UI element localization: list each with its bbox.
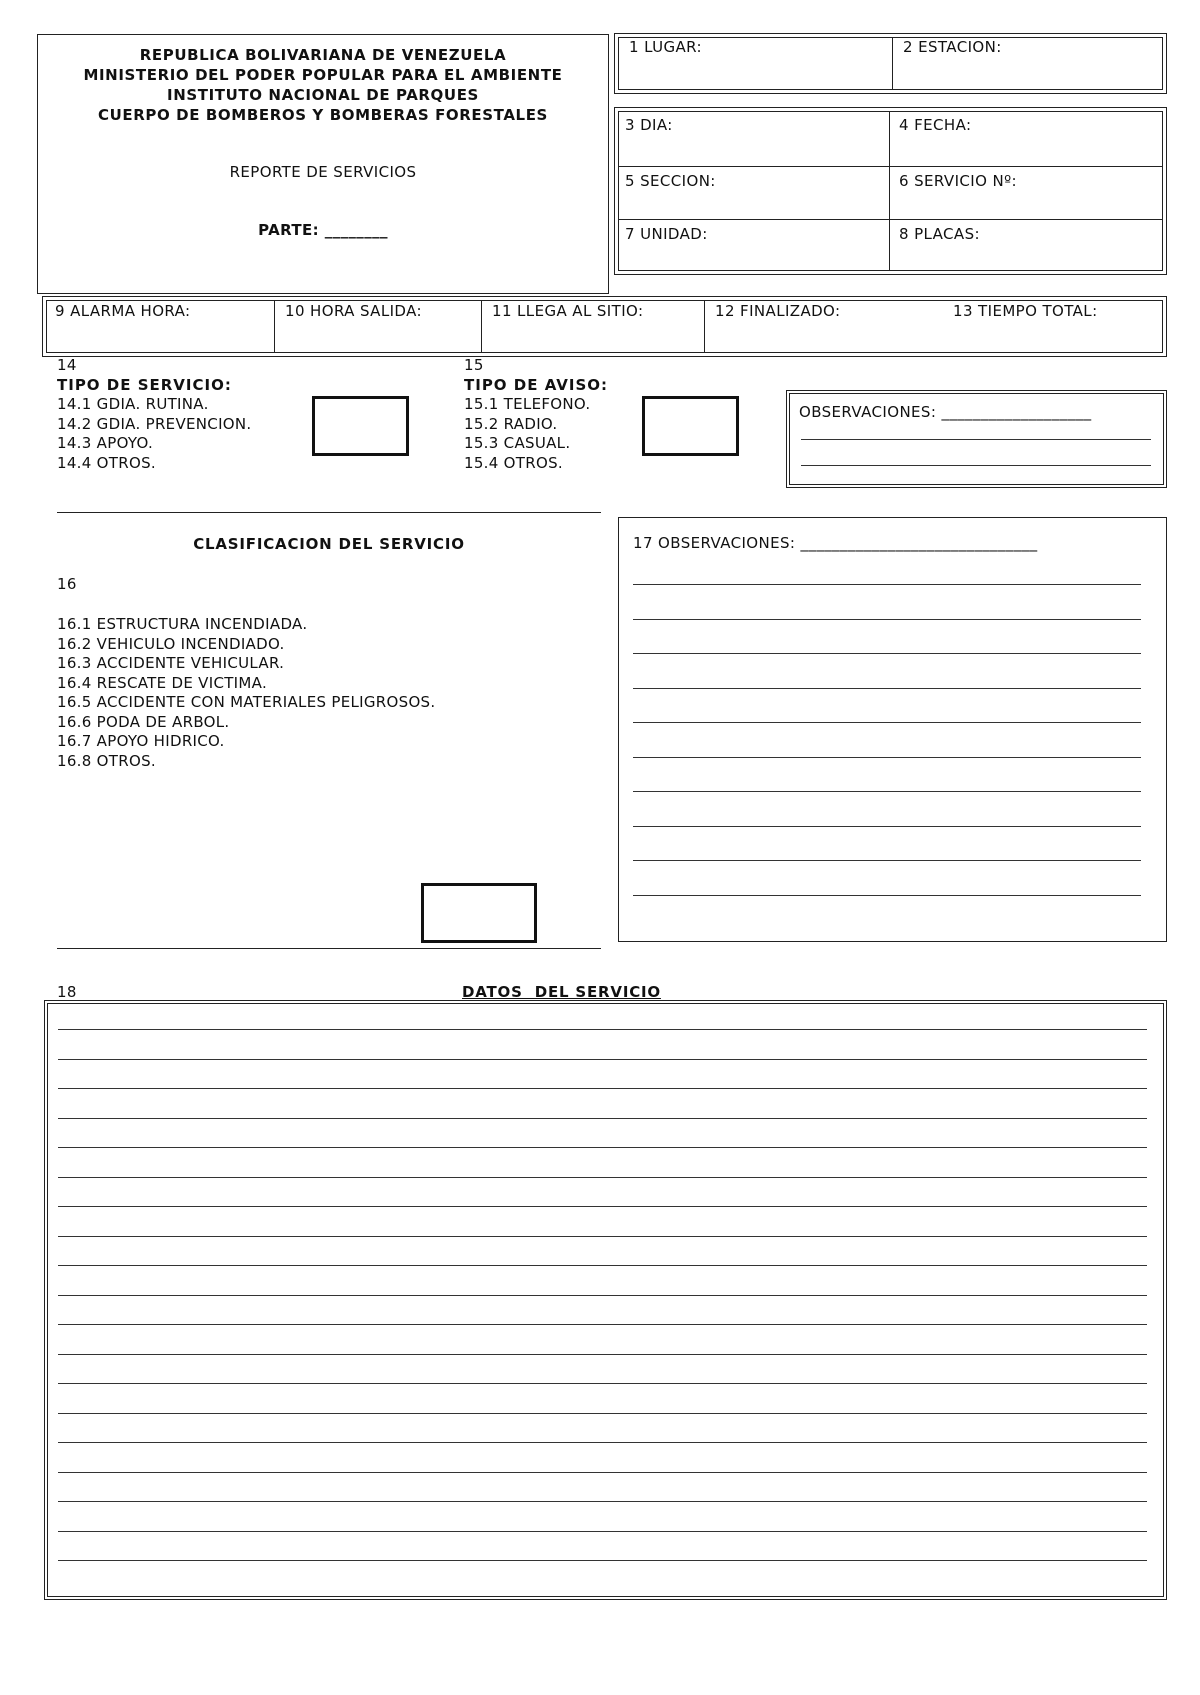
observaciones-box [786, 390, 1167, 488]
datos-line[interactable] [58, 1354, 1147, 1355]
clasificacion-list [57, 615, 435, 771]
observaciones17-line[interactable] [633, 619, 1141, 620]
clasificacion-checkbox[interactable] [421, 883, 537, 943]
servicio-no-field[interactable]: 6 SERVICIO Nº: [899, 172, 1018, 190]
observaciones17-line[interactable] [633, 895, 1141, 896]
report-title: REPORTE DE SERVICIOS [229, 163, 417, 181]
datos-line[interactable] [58, 1088, 1147, 1089]
list-item: 14.4 OTROS. [57, 453, 156, 472]
datos-line[interactable] [58, 1236, 1147, 1237]
list-item: 16.7 APOYO HIDRICO. [57, 732, 225, 750]
list-item: 16.4 RESCATE DE VICTIMA. [57, 673, 268, 692]
list-item: 16.2 VEHICULO INCENDIADO. [57, 634, 285, 653]
list-item: 14.2 GDIA. PREVENCION. [57, 414, 252, 433]
header-lines [38, 45, 608, 125]
tipo-aviso-checkbox[interactable] [642, 396, 739, 456]
estacion-field[interactable]: 2 ESTACION: [903, 38, 1002, 56]
observaciones-label[interactable]: OBSERVACIONES: ___________________ [799, 403, 1092, 421]
list-item: 16.6 PODA DE ARBOL. [57, 712, 230, 731]
datos-line[interactable] [58, 1059, 1147, 1060]
alarma-hora-field[interactable]: 9 ALARMA HORA: [55, 302, 191, 320]
observaciones17-box [618, 517, 1167, 942]
header-box [37, 34, 609, 294]
datos-line[interactable] [58, 1295, 1147, 1296]
tipo-servicio-title: TIPO DE SERVICIO: [57, 375, 232, 394]
datos-line[interactable] [58, 1560, 1147, 1561]
observaciones17-line[interactable] [633, 860, 1141, 861]
tiempo-total-field[interactable]: 13 TIEMPO TOTAL: [953, 302, 1098, 320]
list-item: 15.1 TELEFONO. [464, 395, 591, 413]
datos-line[interactable] [58, 1383, 1147, 1384]
datos-line[interactable] [58, 1472, 1147, 1473]
placas-field[interactable]: 8 PLACAS: [899, 225, 980, 243]
header-line-ministry: MINISTERIO DEL PODER POPULAR PARA EL AMBIENTE [83, 66, 563, 84]
tipo-aviso-number: 15 [464, 356, 484, 374]
list-item: 15.4 OTROS. [464, 453, 563, 472]
list-item: 15.3 CASUAL. [464, 434, 571, 452]
datos-line[interactable] [58, 1147, 1147, 1148]
observaciones17-line[interactable] [633, 584, 1141, 585]
list-item: 16.8 OTROS. [57, 751, 156, 770]
datos-line[interactable] [58, 1177, 1147, 1178]
observaciones-line[interactable] [801, 439, 1151, 440]
header-line-institute: INSTITUTO NACIONAL DE PARQUES [167, 86, 479, 104]
observaciones17-line[interactable] [633, 653, 1141, 654]
list-item: 14.1 GDIA. RUTINA. [57, 395, 209, 413]
observaciones17-line[interactable] [633, 722, 1141, 723]
unidad-field[interactable]: 7 UNIDAD: [625, 225, 708, 243]
location-box [614, 33, 1167, 94]
observaciones17-line[interactable] [633, 791, 1141, 792]
times-box [42, 296, 1167, 357]
dia-field[interactable]: 3 DIA: [625, 116, 673, 134]
datos-line[interactable] [58, 1501, 1147, 1502]
list-item: 15.2 RADIO. [464, 414, 558, 433]
header-line-fire-corps: CUERPO DE BOMBEROS Y BOMBERAS FORESTALES [98, 106, 548, 124]
datos-line[interactable] [58, 1413, 1147, 1414]
datos-line[interactable] [58, 1029, 1147, 1030]
finalizado-field[interactable]: 12 FINALIZADO: [715, 302, 841, 320]
observaciones-line[interactable] [801, 465, 1151, 466]
clasificacion-bottom-rule [57, 948, 601, 949]
datos-line[interactable] [58, 1324, 1147, 1325]
datos-line[interactable] [58, 1118, 1147, 1119]
datos-line[interactable] [58, 1531, 1147, 1532]
llega-sitio-field[interactable]: 11 LLEGA AL SITIO: [492, 302, 644, 320]
lugar-field[interactable]: 1 LUGAR: [629, 38, 702, 56]
datos-number: 18 [57, 983, 77, 1001]
list-item: 16.1 ESTRUCTURA INCENDIADA. [57, 615, 308, 633]
list-item: 14.3 APOYO. [57, 434, 154, 452]
list-item: 16.3 ACCIDENTE VEHICULAR. [57, 654, 285, 672]
clasificacion-title: CLASIFICACION DEL SERVICIO [193, 535, 465, 553]
observaciones17-label[interactable]: 17 OBSERVACIONES: ______________________________ [633, 534, 1038, 552]
observaciones17-line[interactable] [633, 688, 1141, 689]
header-line-republic: REPUBLICA BOLIVARIANA DE VENEZUELA [139, 46, 507, 64]
tipo-servicio-section [57, 356, 252, 473]
clasificacion-number: 16 [57, 575, 77, 593]
datos-line[interactable] [58, 1265, 1147, 1266]
tipo-servicio-number: 14 [57, 356, 77, 374]
datos-title: DATOS DEL SERVICIO [462, 983, 661, 1001]
observaciones17-line[interactable] [633, 826, 1141, 827]
datos-line[interactable] [58, 1206, 1147, 1207]
list-item: 16.5 ACCIDENTE CON MATERIALES PELIGROSOS. [57, 693, 436, 711]
parte-field[interactable]: PARTE: ________ [258, 221, 388, 239]
tipo-aviso-section [464, 356, 608, 473]
tipo-aviso-title: TIPO DE AVISO: [464, 375, 609, 394]
hora-salida-field[interactable]: 10 HORA SALIDA: [285, 302, 422, 320]
fecha-field[interactable]: 4 FECHA: [899, 116, 972, 134]
datos-line[interactable] [58, 1442, 1147, 1443]
observaciones17-line[interactable] [633, 757, 1141, 758]
clasificacion-top-rule [57, 512, 601, 513]
tipo-servicio-checkbox[interactable] [312, 396, 409, 456]
seccion-field[interactable]: 5 SECCION: [625, 172, 716, 190]
service-info-box [614, 107, 1167, 275]
datos-box [44, 1000, 1167, 1600]
